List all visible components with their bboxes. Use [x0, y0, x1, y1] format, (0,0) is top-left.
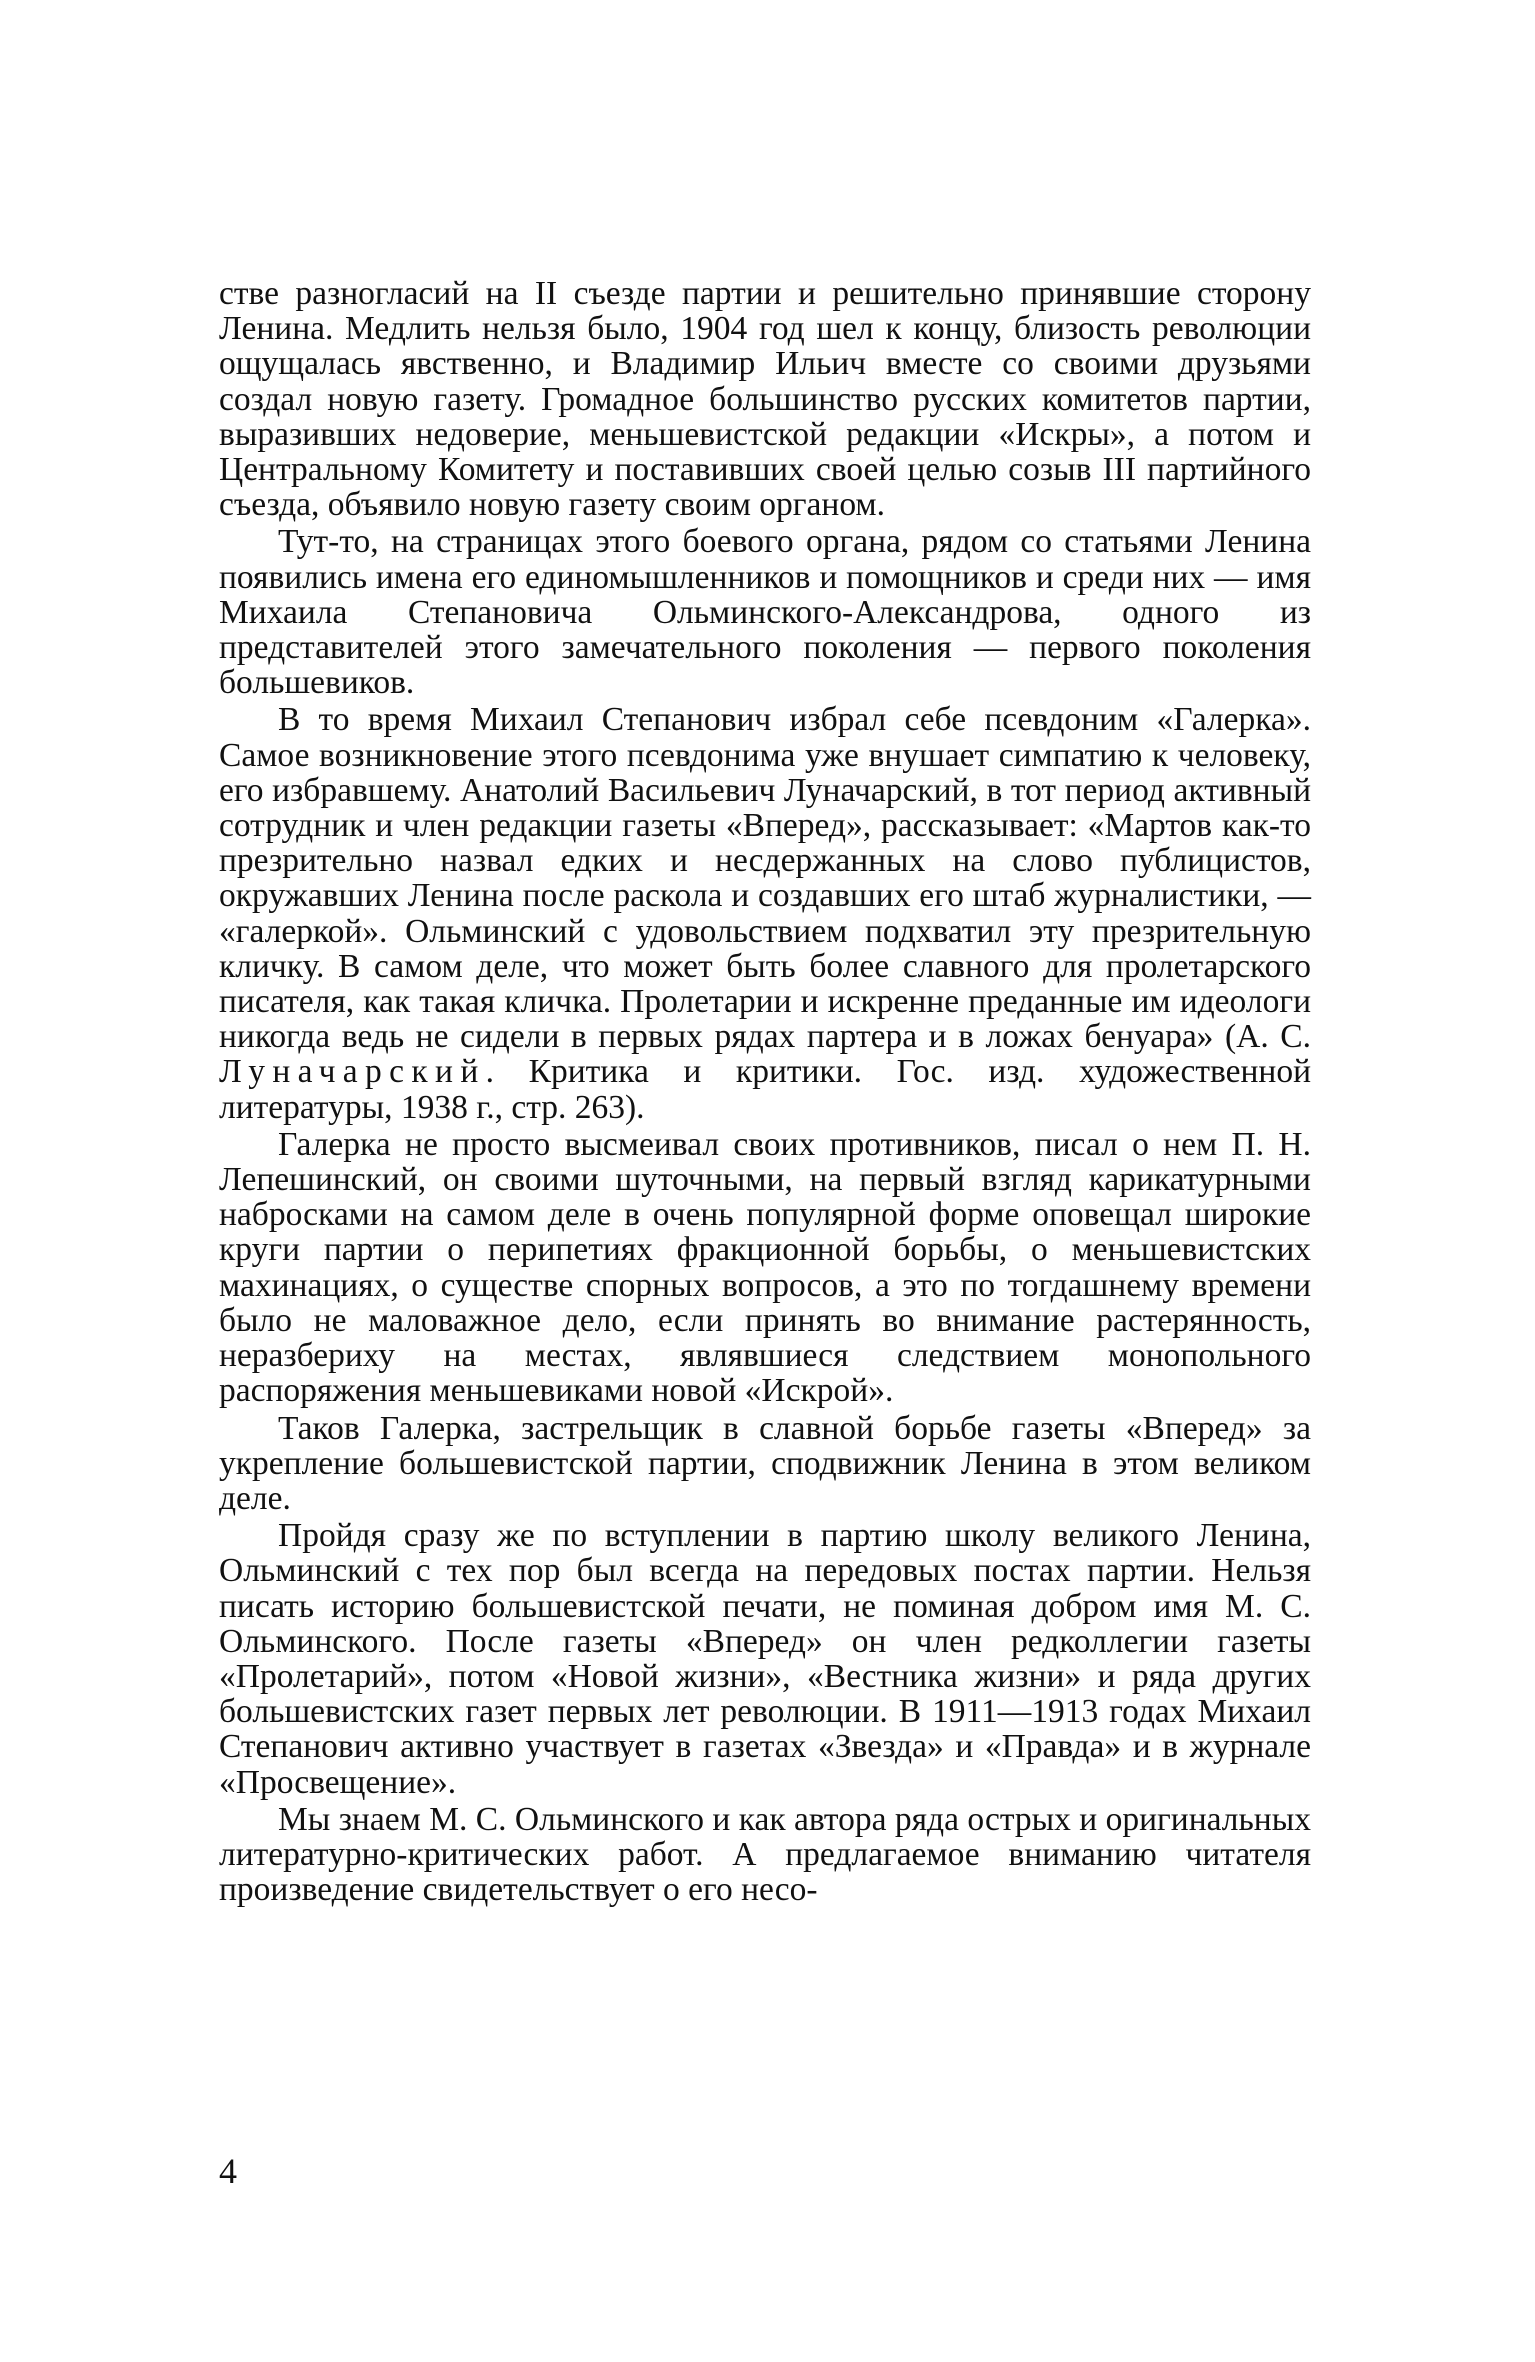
- paragraph-galerka-role: Таков Галерка, застрельщик в славной борьбе газеты «Вперед» за укрепление большевистской партии, сподвижник Ленина в этом великом деле.: [219, 1409, 1311, 1517]
- body-text: [219, 276, 1311, 1909]
- paragraph-literary-works: Мы знаем М. С. Ольминского и как автора ряда острых и оригинальных литературно-критических работ. А предлагаемое вниманию читателя произведение свидетельствует о его несо-: [219, 1800, 1311, 1909]
- page-number: 4: [219, 2151, 237, 2191]
- author-name-spaced: Луначарский: [219, 1053, 486, 1091]
- paragraph-career: Пройдя сразу же по вступлении в партию школу великого Ленина, Ольминский с тех пор был всегда на передовых постах партии. Нельзя писать историю большевистской печати, не поминая добром имя М. С. Ольминского. После газеты «Вперед» он член редколлегии газеты «Пролетарий», потом «Новой жизни», «Вестника жизни» и ряда других большевистских газет первых лет революции. В 1911—1913 годах Михаил Степанович активно участвует в газетах «Звезда» и «Правда» и в журнале «Просвещение».: [219, 1517, 1311, 1801]
- paragraph-galerka-pseudonym: [219, 702, 1311, 1124]
- paragraph-text: . Критика и критики. Гос. изд. художественной литературы, 1938 г., стр. 263).: [219, 1053, 1311, 1126]
- paragraph-lepeshinsky: Галерка не просто высмеивал своих противников, писал о нем П. Н. Лепешинский, он своими шуточными, на первый взгляд карикатурными набросками на самом деле в очень популярной форме оповещал широкие круги партии о перипетиях фракционной борьбы, о меньшевистских махинациях, о существе спорных вопросов, а это по тогдашнему времени было не маловажное дело, если принять во внимание растерянность, неразбериху на местах, являвшиеся следствием монопольного распоряжения меньшевиками новой «Искрой».: [219, 1125, 1311, 1410]
- paragraph-continued: стве разногласий на II съезде партии и решительно принявшие сторону Ленина. Медлить нельзя было, 1904 год шел к концу, близость революции ощущалась явственно, и Владимир Ильич вместе со своими друзьями создал новую газету. Громадное большинство русских комитетов партии, выразивших недоверие, меньшевистской редакции «Искры», а потом и Центральному Комитету и поставивших своей целью созыв III партийного съезда, объявило новую газету своим органом.: [219, 275, 1311, 524]
- paragraph-text: В то время Михаил Степанович избрал себе псевдоним «Галерка». Самое возникновение этого псевдонима уже внушает симпатию к человеку, его избравшему. Анатолий Васильевич Луначарский, в тот период активный сотрудник и член редакции газеты «Вперед», рассказывает: «Мартов как-то презрительно назвал едких и несдержанных на слово публицистов, окружавших Ленина после раскола и создавших его штаб журналистики, — «галеркой». Ольминский с удовольствием подхватил эту презрительную кличку. В самом деле, что может быть более славного для пролетарского писателя, как такая кличка. Пролетарии и искренне преданные им идеологи никогда ведь не сидели в первых рядах партера и в ложах бенуара» (А. С.: [219, 701, 1311, 1056]
- paragraph-vpered-authors: Тут-то, на страницах этого боевого органа, рядом со статьями Ленина появились имена его единомышленников и помощников и среди них — имя Михаила Степановича Ольминского-Александрова, одного из представителей этого замечательного поколения — первого поколения большевиков.: [219, 523, 1311, 702]
